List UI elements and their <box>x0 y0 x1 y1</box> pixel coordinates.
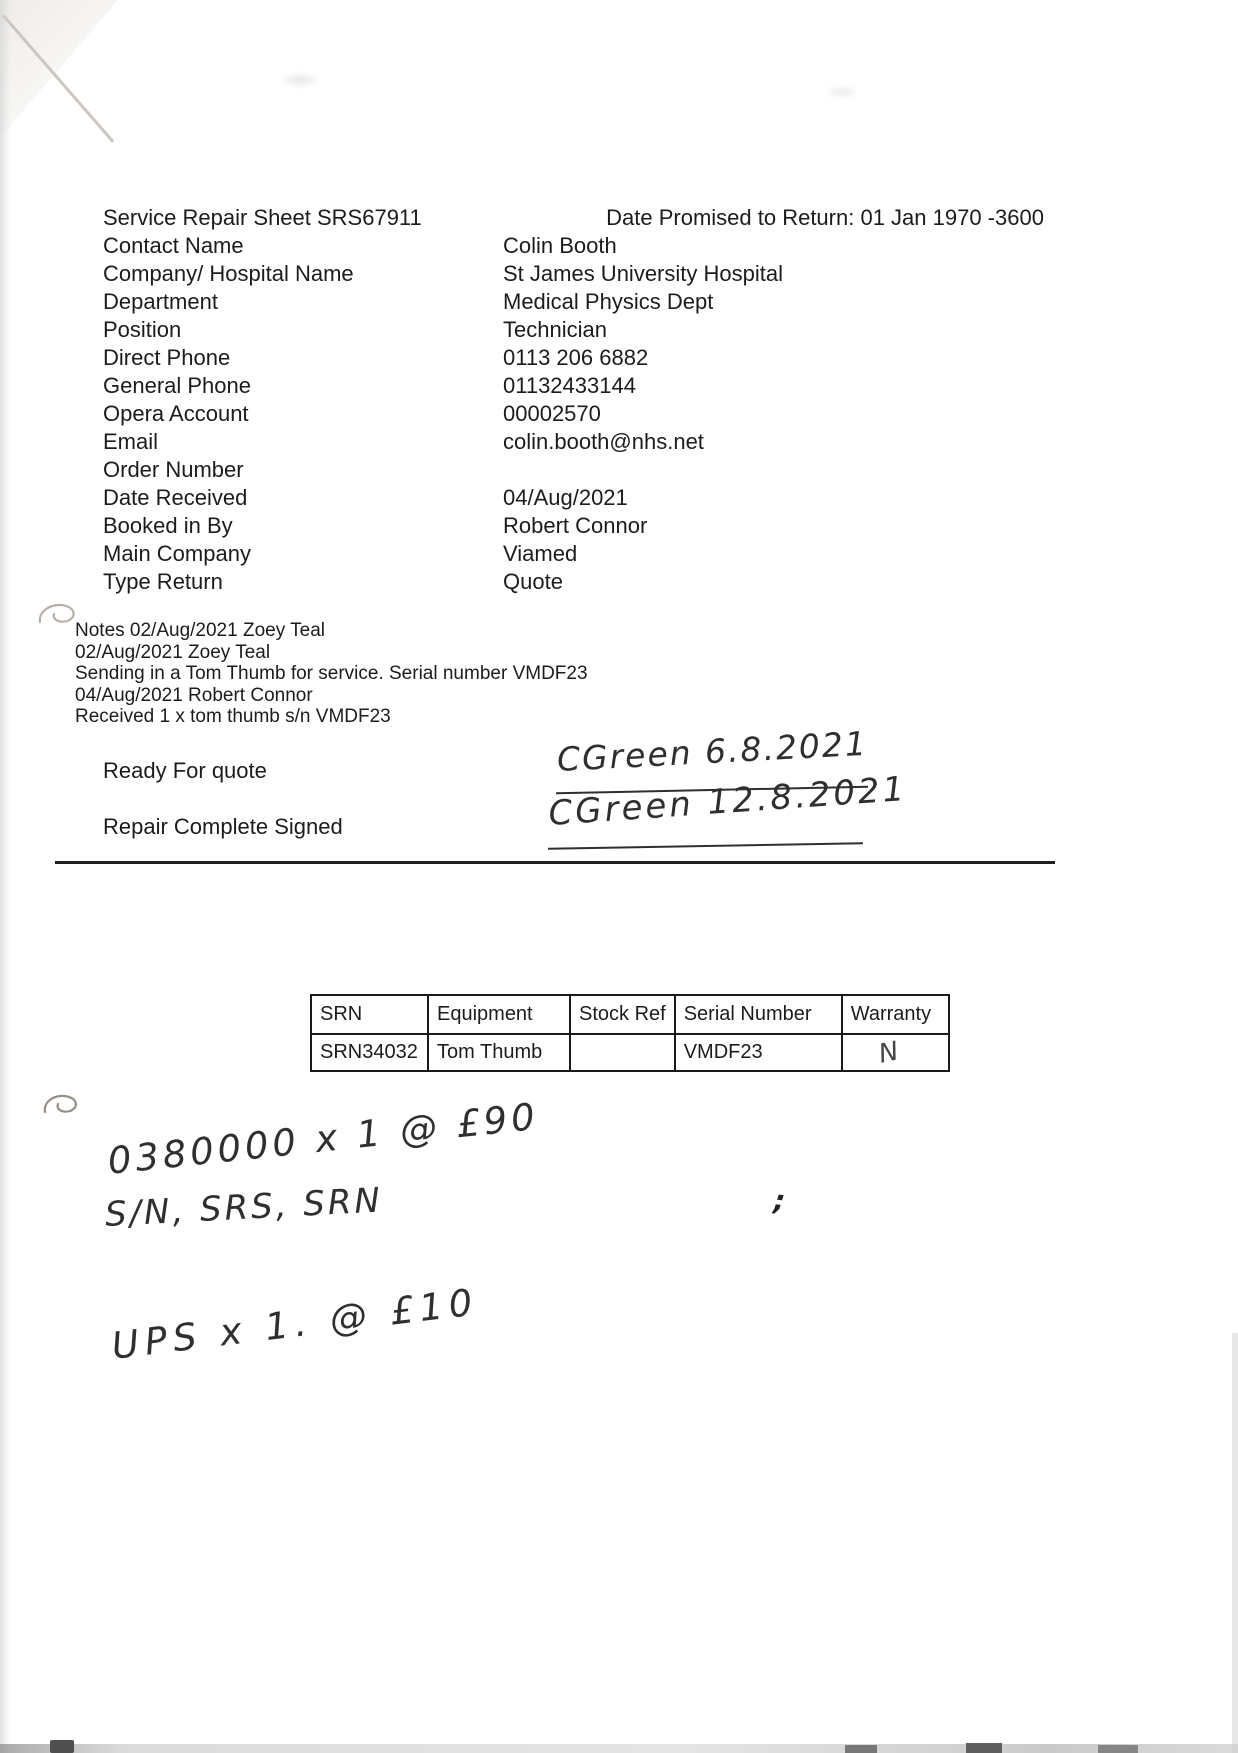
field-row <box>103 428 1044 456</box>
field-value: 04/Aug/2021 <box>503 485 628 510</box>
field-value: Colin Booth <box>503 233 617 258</box>
scan-right-edge-artifact <box>1232 1333 1238 1753</box>
pen-swirl-mark <box>34 598 80 634</box>
field-value: Technician <box>503 317 607 342</box>
scan-corner-fold-shade <box>0 0 118 138</box>
field-value: Medical Physics Dept <box>503 289 714 314</box>
field-label: Opera Account <box>103 401 249 426</box>
scan-smudge <box>828 88 854 96</box>
column-header-stock-ref: Stock Ref <box>570 995 675 1034</box>
field-row <box>103 344 1044 372</box>
field-value: Robert Connor <box>503 513 648 538</box>
cell-srn: SRN34032 <box>311 1034 428 1071</box>
signature-underline <box>548 842 863 849</box>
section-divider-line <box>55 861 1055 864</box>
field-label: Direct Phone <box>103 345 231 370</box>
handwritten-price-line-1: 0380000 x 1 @ £90 <box>105 1094 541 1183</box>
field-value: St James University Hospital <box>503 261 783 286</box>
column-header-serial-number: Serial Number <box>675 995 842 1034</box>
field-label: Date Received <box>103 485 248 510</box>
scan-bottom-edge-artifact <box>0 1744 1238 1753</box>
table-row <box>311 1034 949 1071</box>
field-value: 0113 206 6882 <box>503 345 649 370</box>
note-line: 04/Aug/2021 Robert Connor <box>75 684 313 706</box>
cell-warranty <box>842 1034 949 1071</box>
note-line: Sending in a Tom Thumb for service. Serial number VMDF23 <box>75 663 588 684</box>
field-row <box>103 400 1044 428</box>
scan-bottom-blob <box>966 1743 1002 1753</box>
cell-serial-number: VMDF23 <box>675 1034 842 1071</box>
field-value: Viamed <box>503 541 578 566</box>
note-line: Notes 02/Aug/2021 Zoey Teal <box>75 620 325 641</box>
note-line: 02/Aug/2021 Zoey Teal <box>75 641 271 663</box>
field-row <box>103 456 1044 484</box>
fields-section <box>103 204 1044 596</box>
cell-stock-ref <box>570 1034 675 1071</box>
scan-corner-fold-line <box>2 14 114 143</box>
field-row <box>103 288 1044 316</box>
handwritten-warranty-mark: N <box>875 1035 902 1070</box>
field-value: 00002570 <box>503 401 601 426</box>
scan-left-edge-artifact <box>0 0 10 1753</box>
field-value: Quote <box>503 569 563 594</box>
handwritten-reference-line: S/N, SRS, SRN <box>103 1180 384 1235</box>
field-label: Department <box>103 289 218 314</box>
field-label: Position <box>103 317 182 342</box>
field-row <box>103 204 1044 232</box>
field-row <box>103 232 1044 260</box>
table-header-row <box>311 995 949 1034</box>
notes-section <box>75 620 588 728</box>
field-label: Type Return <box>103 569 223 594</box>
note-line: Received 1 x tom thumb s/n VMDF23 <box>75 706 391 727</box>
pen-swirl-mark <box>40 1090 82 1122</box>
field-row <box>103 568 1044 596</box>
document-title: Service Repair Sheet SRS67911 <box>103 205 422 230</box>
scan-bottom-blob <box>1098 1745 1138 1753</box>
srn-table <box>310 994 950 1072</box>
field-row <box>103 484 1044 512</box>
field-row <box>103 540 1044 568</box>
handwritten-price-line-2: UPS x 1. @ £10 <box>109 1280 481 1368</box>
field-row <box>103 260 1044 288</box>
scan-smudge <box>285 75 315 85</box>
field-label: Company/ Hospital Name <box>103 261 354 286</box>
repair-complete-signature: CGreen 12.8.2021 <box>547 769 909 834</box>
field-label: Main Company <box>103 541 251 566</box>
field-label: General Phone <box>103 373 251 398</box>
field-label: Email <box>103 429 159 454</box>
repair-complete-label: Repair Complete Signed <box>103 814 343 839</box>
ready-for-quote-label: Ready For quote <box>103 758 267 783</box>
field-row <box>103 512 1044 540</box>
column-header-equipment: Equipment <box>428 995 570 1034</box>
field-label: Contact Name <box>103 233 244 258</box>
handwritten-semicolon-mark: ; <box>772 1183 787 1218</box>
column-header-srn: SRN <box>311 995 428 1034</box>
field-value: colin.booth@nhs.net <box>503 429 704 454</box>
field-row <box>103 372 1044 400</box>
ready-for-quote-signature: CGreen 6.8.2021 <box>555 723 869 779</box>
scan-bottom-blob <box>50 1740 74 1753</box>
cell-equipment: Tom Thumb <box>428 1034 570 1071</box>
date-promised-text: Date Promised to Return: 01 Jan 1970 -3600 <box>606 205 1044 230</box>
field-value: 01132433144 <box>503 373 636 398</box>
field-row <box>103 316 1044 344</box>
scan-bottom-blob <box>845 1745 877 1753</box>
field-label: Booked in By <box>103 513 233 538</box>
field-label: Order Number <box>103 457 244 482</box>
column-header-warranty: Warranty <box>842 995 949 1034</box>
